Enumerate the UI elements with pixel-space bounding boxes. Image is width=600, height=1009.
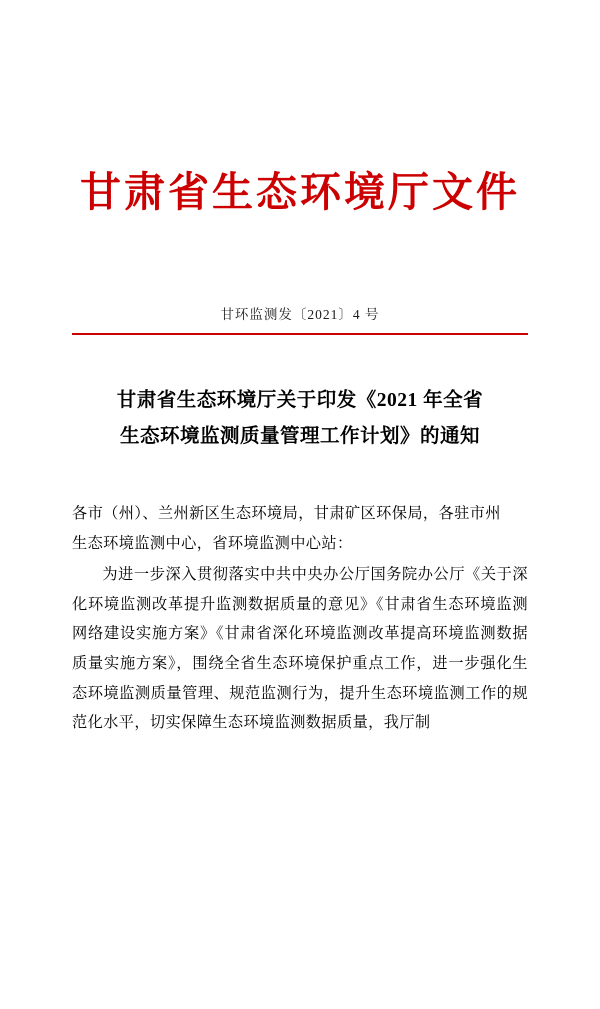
document-title-line-1: 甘肃省生态环境厅关于印发《2021 年全省 (116, 389, 484, 411)
recipient-line-1: 各市（州）、兰州新区生态环境局，甘肃矿区环保局，各驻市州 (72, 504, 501, 522)
document-number: 甘环监测发〔2021〕4 号 (220, 307, 380, 323)
document-header-title: 甘肃省生态环境厅文件 (80, 169, 520, 215)
red-divider-rule (72, 333, 528, 335)
document-title (72, 383, 528, 455)
body-paragraph-1: 为进一步深入贯彻落实中共中央办公厅国务院办公厅《关于深化环境监测改革提升监测数据质量的意见》《甘肃省生态环境监测网络建设实施方案》《甘肃省深化环境监测改革提高环境监测数据质量实施方案》，围绕全省生态环境保护重点工作，进一步强化生态环境监测质量管理、规范监测行为，提升生态环境监测工作的规范化水平，切实保障生态环境监测数据质量，我厅制 (72, 566, 528, 732)
document-body (72, 560, 528, 738)
document-title-line-2: 生态环境监测质量管理工作计划》的通知 (119, 425, 480, 447)
recipient-line-2: 生态环境监测中心，省环境监测中心站： (72, 534, 353, 552)
document-page (0, 168, 600, 1009)
recipient-block (72, 499, 528, 558)
